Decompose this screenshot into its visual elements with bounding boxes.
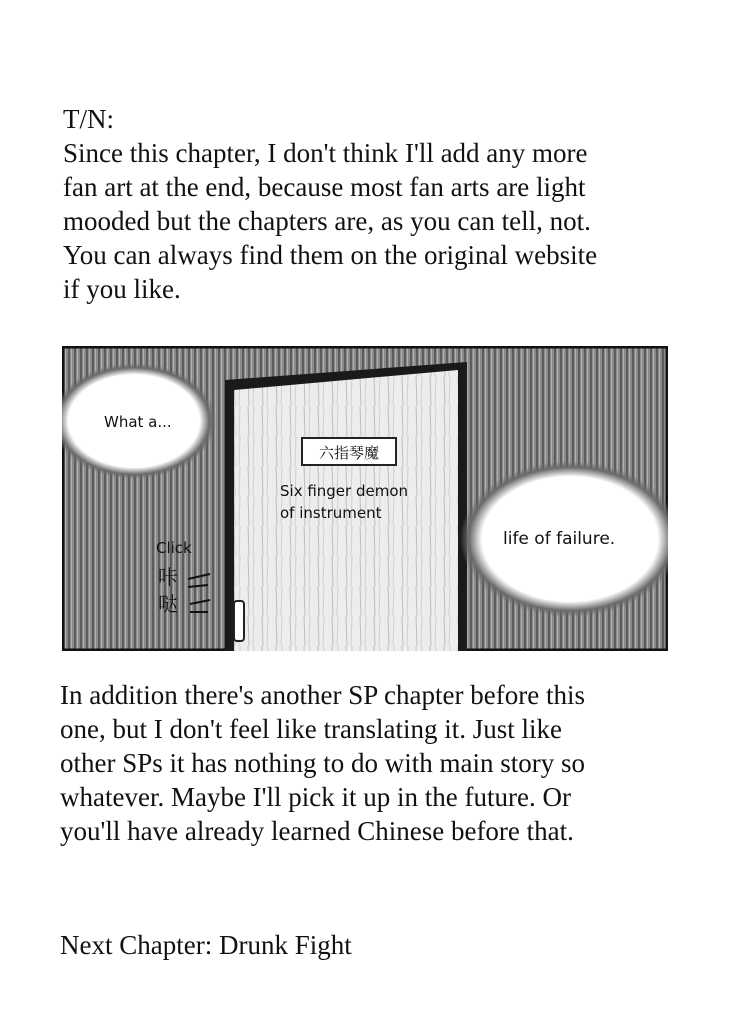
- addition-line: you'll have already learned Chinese before that.: [60, 816, 574, 846]
- addition-line: In addition there's another SP chapter before this: [60, 680, 585, 710]
- addition-line: other SPs it has nothing to do with main story so: [60, 748, 586, 778]
- addition-note: [60, 678, 710, 848]
- note-line: if you like.: [63, 274, 181, 304]
- addition-line: one, but I don't feel like translating it. Just like: [60, 714, 563, 744]
- sfx-char: 咔: [158, 565, 178, 589]
- translator-note: [63, 102, 703, 306]
- sfx-label: Click: [156, 539, 192, 557]
- sign-text: 六指琴魔: [318, 444, 380, 462]
- next-chapter-label: Next Chapter: Drunk Fight: [60, 930, 352, 960]
- comic-panel: [62, 346, 668, 651]
- note-line: Since this chapter, I don't think I'll add any more: [63, 138, 588, 168]
- bubble-right-text: life of failure.: [503, 529, 616, 549]
- note-line: fan art at the end, because most fan arts are light: [63, 172, 586, 202]
- note-line: mooded but the chapters are, as you can tell, not.: [63, 206, 591, 236]
- addition-line: whatever. Maybe I'll pick it up in the future. Or: [60, 782, 571, 812]
- sign-translation-line: Six finger demon: [280, 482, 409, 500]
- sign-translation-line: of instrument: [280, 504, 382, 522]
- note-line: You can always find them on the original website: [63, 240, 598, 270]
- note-heading: T/N:: [63, 104, 114, 134]
- sfx-char: 哒: [158, 592, 178, 616]
- door-handle: [234, 601, 244, 641]
- comic-panel-art: [62, 346, 668, 651]
- bubble-left-text: What a...: [104, 413, 172, 431]
